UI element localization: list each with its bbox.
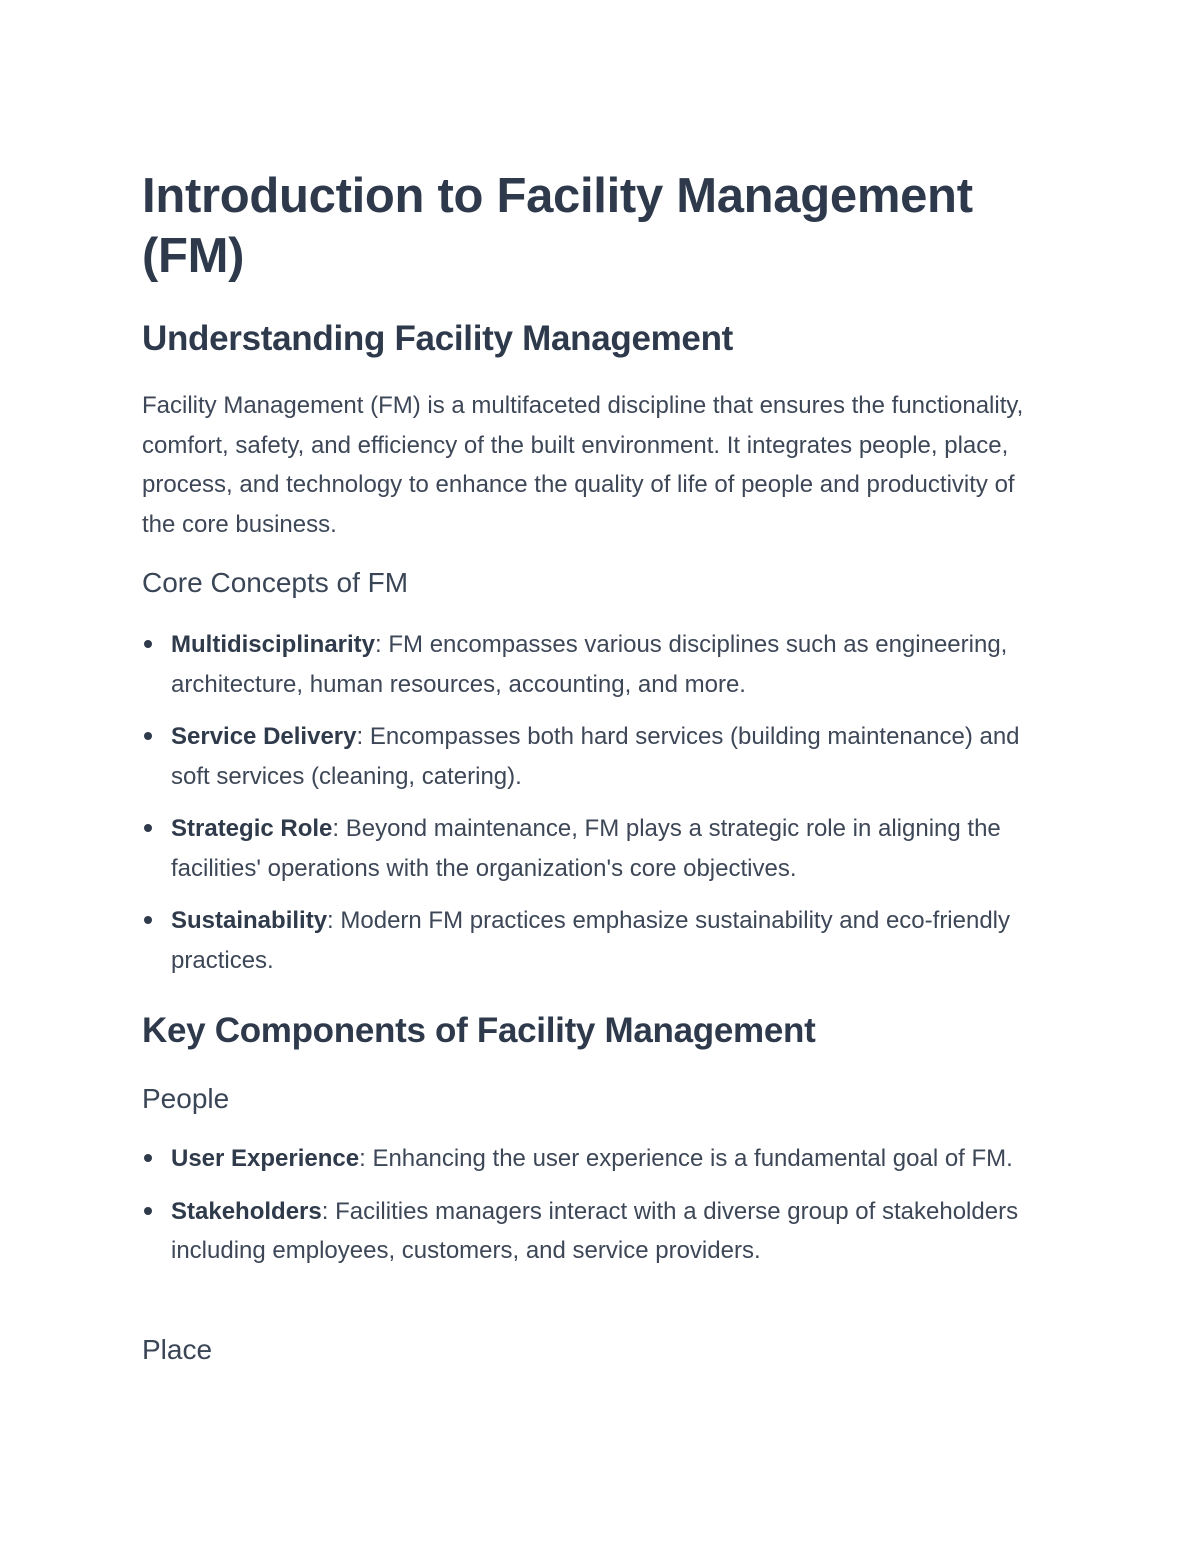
section-heading-key-components: Key Components of Facility Management [142,1011,816,1050]
list-item [142,1192,1062,1271]
item-term: Sustainability [171,907,328,934]
item-text: : Facilities managers interact with a diverse group of stakeholders including employees, customers, and service providers. [171,1197,1019,1264]
subsection-heading-place: Place [142,1334,213,1365]
item-term: Service Delivery [171,723,357,750]
people-list [142,1139,1062,1284]
item-term: User Experience [171,1145,360,1172]
list-item [142,1139,1062,1179]
core-concepts-list [142,625,1062,993]
bullet-icon [144,916,152,924]
list-item [142,717,1062,796]
bullet-icon [144,640,152,648]
bullet-icon [144,824,152,832]
item-term: Multidisciplinarity [171,631,376,658]
subsection-heading-core-concepts: Core Concepts of FM [142,567,409,598]
item-term: Stakeholders [171,1197,322,1225]
section-heading-understanding: Understanding Facility Management [142,319,734,358]
intro-paragraph: Facility Management (FM) is a multifaceted discipline that ensures the functionality, comfort, safety, and efficiency of the built environment. It integrates people, place, process, and technology to enhance the quality of life of people and productivity of the core business. [142,392,1024,538]
list-item [142,901,1062,980]
subsection-heading-people: People [142,1083,230,1114]
item-term: Strategic Role [171,815,333,842]
item-text: : Beyond maintenance, FM plays a strategic role in aligning the facilities' operations with the organization's core objectives. [171,815,1001,882]
item-text: : Encompasses both hard services (building maintenance) and soft services (cleaning, catering). [171,723,1020,790]
document-title: Introduction to Facility Management (FM) [142,169,973,283]
list-item [142,625,1062,704]
bullet-icon [144,1207,152,1215]
item-text: : Modern FM practices emphasize sustainability and eco-friendly practices. [171,907,1011,974]
list-item [142,809,1062,888]
item-text: : Enhancing the user experience is a fundamental goal of FM. [359,1145,1013,1172]
bullet-icon [144,1154,152,1162]
bullet-icon [144,732,152,740]
item-text: : FM encompasses various disciplines such as engineering, architecture, human resources, accounting, and more. [171,631,1008,698]
